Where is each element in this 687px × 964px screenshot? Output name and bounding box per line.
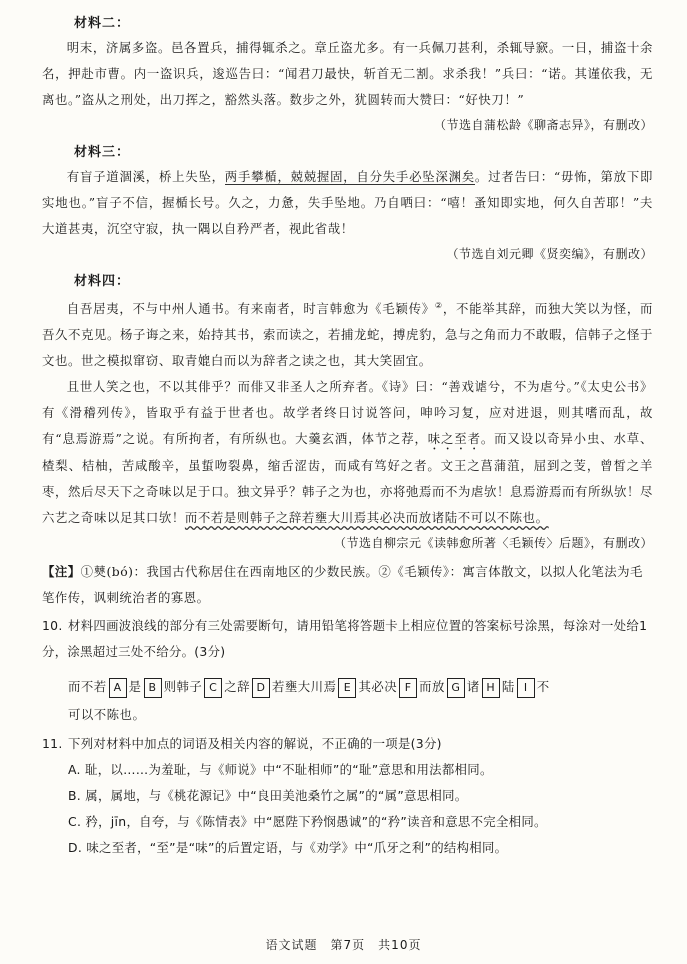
note-text: ①僰(bó)：我国古代称居住在西南地区的少数民族。②《毛颖传》：寓言体散文，以拟人化笔法为毛笔作传，讽刺统治者的寡恩。: [42, 564, 643, 606]
material-4-p1-b: ，不能举其辞，而独大笑以为怪，而吾久不克见。杨子诲之来，始持其书，索而读之，若捕龙蛇，搏虎豹，急与之角而力不敢暇，信韩子之怪于文也。世之模拟窜窃、取青媲白而以为辞者之读之也，其大笑固宜。: [42, 301, 653, 369]
material-2-text: 明末，济属多盗。邑各置兵，捕得辄杀之。章丘盗尤多。有一兵佩刀甚利，杀辄导窾。一日，捕盗十余名，押赴市曹。内一盗识兵，逡巡告曰：“闻君刀最快，斩首无二割。求杀我！”兵曰：“诺。其谨依我，无离也。”盗从之刑处，出刀挥之，豁然头落。数步之外，犹圆转而大赞曰：“好快刀！”: [42, 40, 653, 107]
material-2-title: 材料二：: [74, 16, 131, 31]
material-3-text-c: 。过者告曰：“毋怖，第放下即实地也。”盲子不信，握楯长号。久之，力惫，失手坠地。乃自哂曰：“嘻！蚤知即实地，何久自苦耶！”夫大道甚夷，沉空守寂，执一隅以自矜严者，视此省哉！: [42, 169, 654, 236]
footnote-2-marker: ②: [434, 301, 443, 310]
material-4-para-1: [42, 293, 653, 374]
answer-box-f[interactable]: F: [399, 678, 417, 698]
answer-box-e[interactable]: E: [338, 678, 356, 698]
material-3-text: [42, 164, 653, 242]
seg-text: 是: [128, 679, 142, 695]
question-10-number: 10.: [42, 618, 63, 634]
note-label: 【注】: [42, 564, 81, 580]
seg-text: 则韩子: [163, 679, 203, 695]
material-2-source: （节选自蒲松龄《聊斋志异》，有删改）: [433, 118, 653, 132]
answer-box-b[interactable]: B: [144, 678, 162, 698]
footnotes: [42, 559, 653, 611]
dotted-phrase: 味之至者: [427, 431, 481, 447]
seg-text: 不: [536, 679, 550, 695]
question-11-number: 11.: [42, 736, 63, 752]
answer-box-g[interactable]: G: [447, 678, 465, 698]
answer-box-d[interactable]: D: [252, 678, 270, 698]
segmentation-line-end: 可以不陈也。: [68, 707, 146, 723]
seg-text: 而不若: [68, 679, 107, 695]
seg-text: 之辞: [224, 679, 251, 695]
question-10-text: 材料四画波浪线的部分有三处需要断句，请用铅笔将答题卡上相应位置的答案标号涂黑，每涂对一处给1分，涂黑超过三处不给分。(3分): [42, 618, 648, 660]
answer-box-a[interactable]: A: [109, 678, 127, 698]
option-b[interactable]: B. 属，属地，与《桃花源记》中“良田美池桑竹之属”的“属”意思相同。: [68, 788, 468, 804]
material-3-title: 材料三：: [74, 145, 131, 160]
material-4-p2-a: 且世人笑之也，不以其俳乎？而俳又非圣人之所弃者。《诗》曰：“善戏谑兮，不为虐兮。”《太史公书》有《滑稽列传》，皆取乎有益于世者也。故学者终日讨说答问，呻吟习复，应对进退，则其嗜而乱，故有“息焉游焉”之说。有所拘者，有所纵也。大羹玄酒，体节之荐，: [42, 379, 653, 447]
seg-text: 陆: [501, 679, 515, 695]
question-11: [42, 731, 653, 757]
page-footer: 语文试题 第7页 共10页: [265, 938, 422, 952]
seg-text: 而放: [419, 679, 445, 695]
material-4-title: 材料四：: [74, 274, 131, 289]
option-c[interactable]: C. 矜，jīn，自夸，与《陈情表》中“愿陛下矜悯愚诚”的“矜”读音和意思不完全相同。: [68, 814, 547, 830]
material-4-p1-a: 自吾居夷，不与中州人通书。有来南者，时言韩愈为《毛颖传》: [66, 301, 435, 317]
material-4-p2-b: 。而又设以奇异小虫、水草、楂梨、桔柚，苦咸酸辛，虽蜇吻裂鼻，缩舌涩齿，而咸有笃好之者。文王之菖蒲菹，屈到之芰，曾皙之羊枣，然后尽天下之奇味以足于口。独文异乎？韩子之为也，亦将弛焉而不为虐欤！息焉游焉而有所纵欤！尽六艺之奇味以足其口欤！: [42, 431, 653, 526]
material-4-source: （节选自柳宗元《读韩愈所著〈毛颖传〉后题》，有删改）: [333, 536, 653, 551]
question-11-text: 下列对材料中加点的词语及相关内容的解说，不正确的一项是(3分): [68, 736, 442, 752]
material-3-text-a: 有盲子道涸溪，桥上失坠，: [66, 169, 225, 184]
answer-box-i[interactable]: I: [517, 678, 535, 698]
question-10: [42, 613, 653, 665]
seg-text: 其必决: [358, 679, 398, 695]
answer-box-c[interactable]: C: [204, 678, 222, 698]
seg-text: 诸: [466, 679, 480, 695]
option-d[interactable]: D. 味之至者，“至”是“味”的后置定语，与《劝学》中“爪牙之利”的结构相同。: [68, 840, 508, 856]
seg-text: 若壅大川焉: [272, 679, 337, 695]
material-4-para-2: [42, 374, 653, 531]
option-a[interactable]: A. 耻，以……为羞耻，与《师说》中“不耻相师”的“耻”意思和用法都相同。: [68, 762, 493, 778]
material-3-underlined: 两手攀楯，兢兢握固，自分失手必坠深渊矣: [224, 169, 475, 184]
material-3-source: （节选自刘元卿《贤奕编》，有删改）: [446, 247, 653, 261]
segmentation-line: [68, 673, 653, 701]
wavy-underlined-sentence: 而不若是则韩子之辞若壅大川焉其必决而放诸陆不可以不陈也。: [184, 510, 549, 526]
answer-box-h[interactable]: H: [482, 678, 500, 698]
